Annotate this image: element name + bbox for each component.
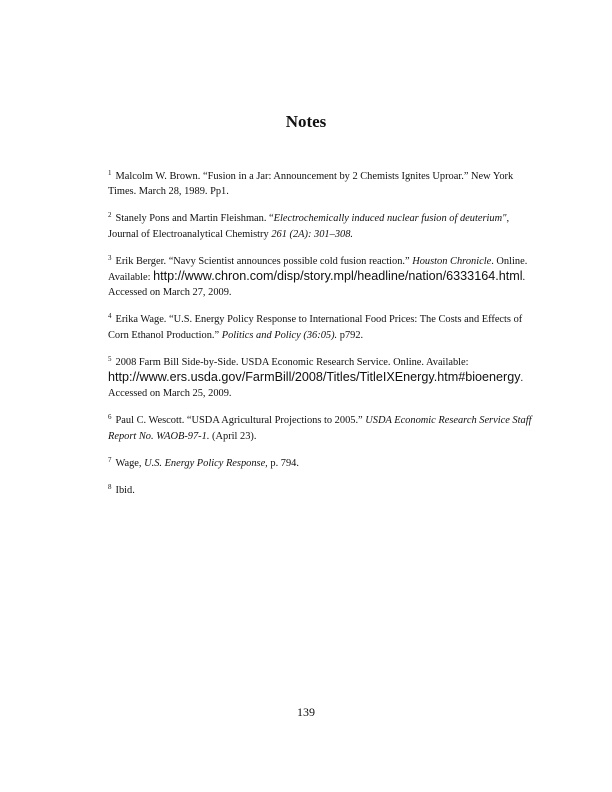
note-text: (April 23). <box>209 430 257 442</box>
note-text: Wage, <box>115 457 145 469</box>
publication-name: Houston Chronicle <box>412 255 492 267</box>
note-5 <box>108 352 538 402</box>
note-text: p. 794. <box>267 457 299 469</box>
note-text: Ibid. <box>115 485 135 497</box>
source-url[interactable]: http://www.ers.usda.gov/FarmBill/2008/Titles/TitleIXEnergy.htm#bioenergy <box>108 370 521 385</box>
note-text: . Accessed on March 25, 2009. <box>108 373 524 400</box>
note-text: Stanely Pons and Martin Fleishman. “ <box>115 213 274 225</box>
note-8 <box>108 480 538 498</box>
note-text: . Accessed on March 27, 2009. <box>108 272 526 299</box>
note-1 <box>108 166 538 199</box>
journal-volume: 261 (2A): 301–308. <box>271 228 353 240</box>
note-6 <box>108 410 538 443</box>
note-number: 6 <box>108 413 112 422</box>
article-title: Electrochemically induced nuclear fusion of deuterium" <box>273 213 507 225</box>
note-text: , Journal of Electroanalytical Chemistry <box>108 213 510 240</box>
note-number: 4 <box>108 312 112 321</box>
note-number: 1 <box>108 169 112 177</box>
source-url[interactable]: http://www.chron.com/disp/story.mpl/headline/nation/6333164.html <box>153 269 523 284</box>
note-3 <box>108 251 538 301</box>
note-number: 5 <box>108 354 112 363</box>
note-4 <box>108 309 538 342</box>
note-text: Erika Wage. “U.S. Energy Policy Response to International Food Prices: The Costs and Effects of Corn Ethanol Production.” <box>108 314 523 341</box>
note-text: . Online. Available: <box>108 255 528 284</box>
note-text: p792. <box>337 329 364 341</box>
notes-list <box>108 166 538 507</box>
note-7 <box>108 453 538 471</box>
note-text: Erik Berger. “Navy Scientist announces possible cold fusion reaction.” <box>115 255 413 267</box>
note-number: 8 <box>108 483 112 492</box>
short-title: U.S. Energy Policy Response, <box>144 457 268 469</box>
note-number: 3 <box>108 253 112 262</box>
note-text: Malcolm W. Brown. “Fusion in a Jar: Announcement by 2 Chemists Ignites Uproar.” New York Times. March 28, 1989. Pp1. <box>108 171 514 198</box>
page-title: Notes <box>285 112 327 131</box>
note-number: 2 <box>108 211 112 220</box>
page-number: 139 <box>297 705 315 719</box>
note-text: Paul C. Wescott. “USDA Agricultural Projections to 2005.” <box>115 415 366 427</box>
note-text: 2008 Farm Bill Side-by-Side. USDA Economic Research Service. Online. Available: <box>115 356 469 368</box>
report-name: USDA Economic Research Service Staff Report No. WAOB-97-1. <box>108 415 532 442</box>
note-2 <box>108 208 538 241</box>
note-number: 7 <box>108 455 112 464</box>
publication-name: Politics and Policy (36:05). <box>221 329 338 341</box>
